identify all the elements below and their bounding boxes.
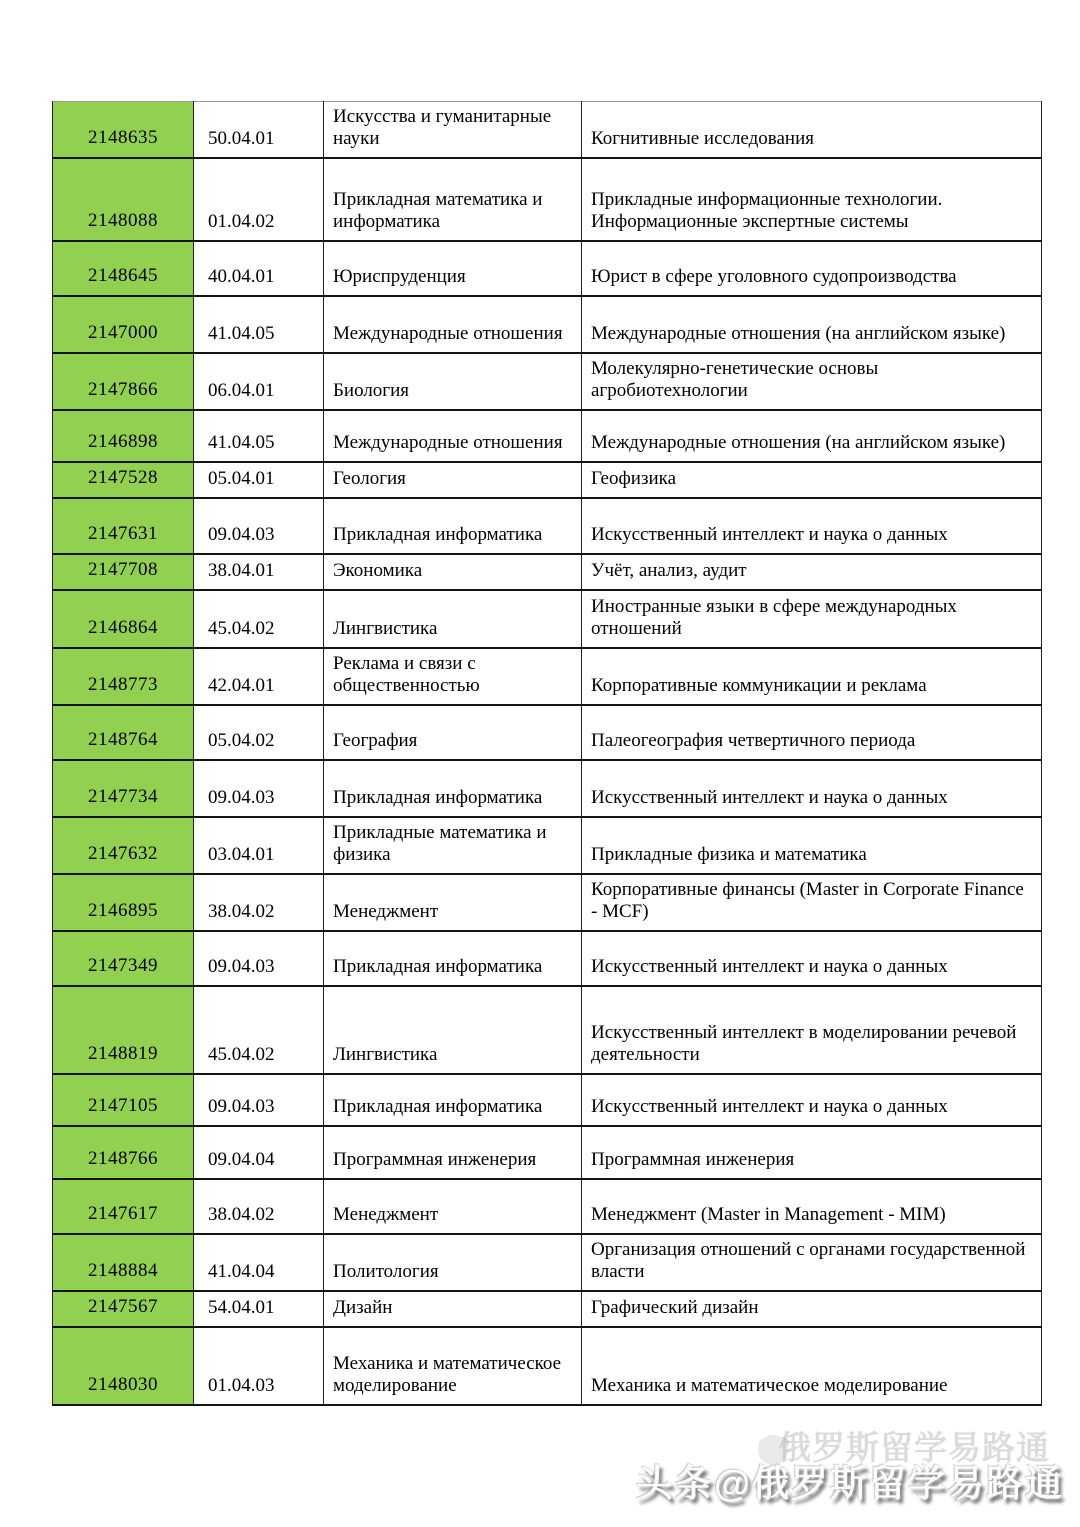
table-row [53,931,1042,986]
program-cell: Механика и математическое моделирование [582,1327,1042,1405]
programs-table [52,101,1042,1406]
id-cell: 2147632 [53,817,194,874]
id-cell: 2147567 [53,1291,194,1327]
code-cell: 38.04.02 [194,874,324,931]
id-cell: 2146864 [53,590,194,648]
id-cell: 2146895 [53,874,194,931]
id-cell: 2148088 [53,158,194,241]
id-cell: 2147000 [53,296,194,353]
field-cell: Международные отношения [324,410,582,462]
code-cell: 01.04.03 [194,1327,324,1405]
code-cell: 38.04.01 [194,554,324,590]
code-cell: 40.04.01 [194,241,324,296]
field-cell: Менеджмент [324,874,582,931]
field-cell: Экономика [324,554,582,590]
program-cell: Международные отношения (на английском языке) [582,296,1042,353]
field-cell: Лингвистика [324,986,582,1074]
code-cell: 45.04.02 [194,986,324,1074]
program-cell: Искусственный интеллект и наука о данных [582,931,1042,986]
watermark-logo-icon [758,1435,788,1465]
id-cell: 2148773 [53,648,194,705]
program-cell: Юрист в сфере уголовного судопроизводства [582,241,1042,296]
table-row [53,1291,1042,1327]
table-row [53,986,1042,1074]
table-row [53,462,1042,498]
table-row [53,241,1042,296]
table-row [53,158,1042,241]
code-cell: 38.04.02 [194,1179,324,1234]
table-row [53,1074,1042,1126]
field-cell: Программная инженерия [324,1126,582,1179]
table-row [53,554,1042,590]
program-cell: Организация отношений с органами государственной власти [582,1234,1042,1291]
code-cell: 09.04.03 [194,931,324,986]
field-cell: Прикладная информатика [324,1074,582,1126]
code-cell: 09.04.03 [194,760,324,817]
id-cell: 2148635 [53,102,194,159]
table-row [53,1234,1042,1291]
code-cell: 41.04.04 [194,1234,324,1291]
field-cell: Механика и математическое моделирование [324,1327,582,1405]
spreadsheet-area [52,101,1042,1406]
field-cell: Реклама и связи с общественностью [324,648,582,705]
code-cell: 41.04.05 [194,296,324,353]
id-cell: 2147617 [53,1179,194,1234]
table-row [53,410,1042,462]
field-cell: Политология [324,1234,582,1291]
program-cell: Прикладные информационные технологии. Информационные экспертные системы [582,158,1042,241]
table-row [53,296,1042,353]
program-cell: Графический дизайн [582,1291,1042,1327]
table-row [53,760,1042,817]
code-cell: 09.04.03 [194,498,324,554]
program-cell: Искусственный интеллект в моделировании речевой деятельности [582,986,1042,1074]
id-cell: 2147708 [53,554,194,590]
program-cell: Корпоративные финансы (Master in Corporate Finance - MCF) [582,874,1042,931]
program-cell: Искусственный интеллект и наука о данных [582,498,1042,554]
table-row [53,498,1042,554]
field-cell: Юриспруденция [324,241,582,296]
code-cell: 09.04.04 [194,1126,324,1179]
id-cell: 2148766 [53,1126,194,1179]
code-cell: 06.04.01 [194,353,324,410]
id-cell: 2146898 [53,410,194,462]
field-cell: Лингвистика [324,590,582,648]
field-cell: Дизайн [324,1291,582,1327]
table-row [53,648,1042,705]
id-cell: 2147734 [53,760,194,817]
program-cell: Менеджмент (Master in Management - MIM) [582,1179,1042,1234]
table-row [53,874,1042,931]
id-cell: 2148645 [53,241,194,296]
id-cell: 2147631 [53,498,194,554]
field-cell: Менеджмент [324,1179,582,1234]
id-cell: 2147528 [53,462,194,498]
watermark [635,1387,1080,1527]
field-cell: Биология [324,353,582,410]
field-cell: Прикладная информатика [324,760,582,817]
code-cell: 05.04.01 [194,462,324,498]
table-row [53,353,1042,410]
field-cell: Искусства и гуманитарные науки [324,102,582,159]
code-cell: 42.04.01 [194,648,324,705]
id-cell: 2148819 [53,986,194,1074]
program-cell: Когнитивные исследования [582,102,1042,159]
watermark-main-text: 头条@俄罗斯留学易路通 [635,1463,1064,1504]
field-cell: Прикладная математика и информатика [324,158,582,241]
code-cell: 54.04.01 [194,1291,324,1327]
code-cell: 01.04.02 [194,158,324,241]
table-row [53,817,1042,874]
field-cell: Международные отношения [324,296,582,353]
code-cell: 05.04.02 [194,705,324,760]
field-cell: Прикладная информатика [324,931,582,986]
table-row [53,1327,1042,1405]
field-cell: Геология [324,462,582,498]
id-cell: 2148764 [53,705,194,760]
id-cell: 2147866 [53,353,194,410]
program-cell: Прикладные физика и математика [582,817,1042,874]
table-row [53,705,1042,760]
table-row [53,102,1042,159]
program-cell: Программная инженерия [582,1126,1042,1179]
field-cell: Прикладные математика и физика [324,817,582,874]
program-cell: Молекулярно-генетические основы агробиотехнологии [582,353,1042,410]
id-cell: 2148030 [53,1327,194,1405]
table-body [53,102,1042,1406]
program-cell: Искусственный интеллект и наука о данных [582,1074,1042,1126]
program-cell: Учёт, анализ, аудит [582,554,1042,590]
field-cell: Прикладная информатика [324,498,582,554]
code-cell: 45.04.02 [194,590,324,648]
code-cell: 41.04.05 [194,410,324,462]
table-row [53,1126,1042,1179]
table-row [53,1179,1042,1234]
code-cell: 09.04.03 [194,1074,324,1126]
program-cell: Геофизика [582,462,1042,498]
code-cell: 03.04.01 [194,817,324,874]
program-cell: Корпоративные коммуникации и реклама [582,648,1042,705]
program-cell: Иностранные языки в сфере международных отношений [582,590,1042,648]
code-cell: 50.04.01 [194,102,324,159]
table-row [53,590,1042,648]
program-cell: Палеогеография четвертичного периода [582,705,1042,760]
program-cell: Искусственный интеллект и наука о данных [582,760,1042,817]
program-cell: Международные отношения (на английском языке) [582,410,1042,462]
watermark-ghost-text: 俄罗斯留学易路通 [778,1429,1050,1466]
field-cell: География [324,705,582,760]
id-cell: 2147105 [53,1074,194,1126]
id-cell: 2148884 [53,1234,194,1291]
id-cell: 2147349 [53,931,194,986]
